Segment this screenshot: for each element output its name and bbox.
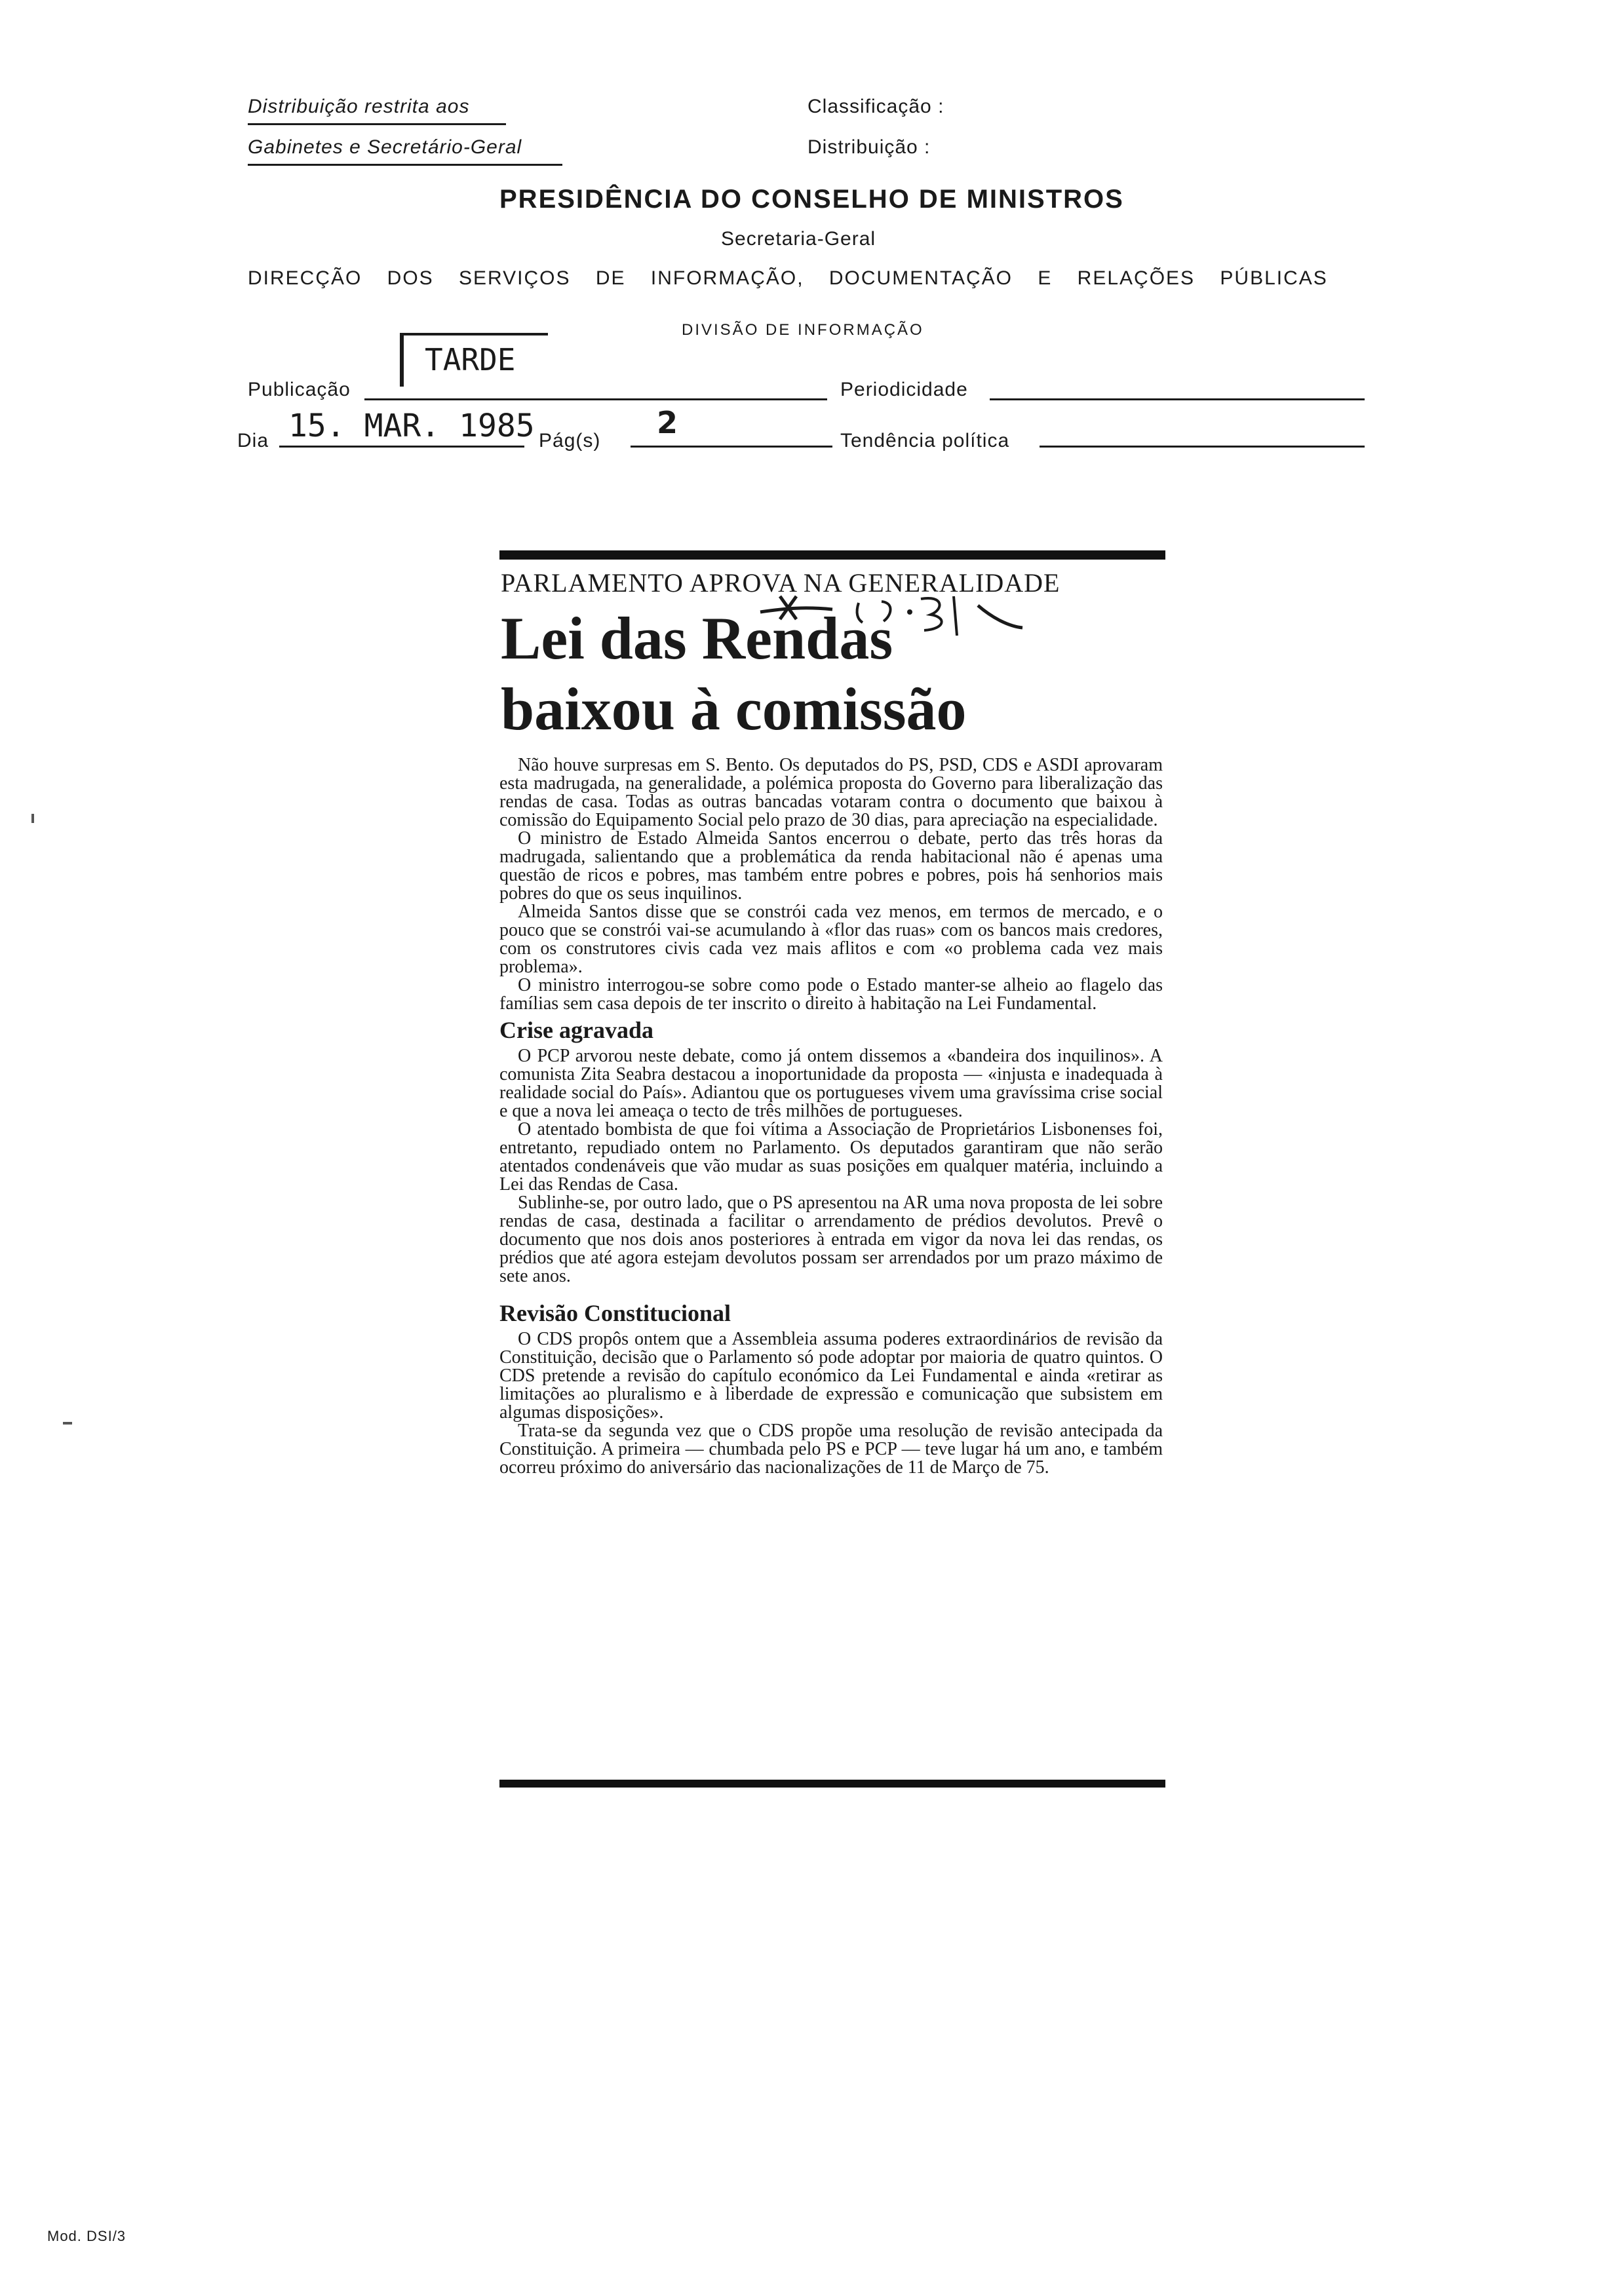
page-subtitle: Secretaria-Geral [721, 228, 876, 250]
underline-2 [248, 164, 562, 166]
article-paragraph: Almeida Santos disse que se constrói cada vez menos, em termos de mercado, e o pouco que se constrói vai-se acumulando à «flor das ruas» com os bancos mais credores, com os construtores civis cada vez mais aflitos e com «o problema cada vez mais problema». [499, 902, 1163, 977]
article-kicker: PARLAMENTO APROVA NA GENERALIDADE [501, 568, 1060, 598]
article-body [499, 756, 1163, 1755]
article-paragraph: O atentado bombista de que foi vítima a Associação de Proprietários Lisbonenses foi, entretanto, repudiado ontem no Parlamento. Os deputados garantiram que não serão atentados condenáveis que vão mudar as suas posições em qualquer matéria, incluindo a Lei das Rendas de Casa. [499, 1119, 1163, 1195]
publication-label: Publicação [248, 379, 351, 400]
article-paragraph: O CDS propôs ontem que a Assembleia assuma poderes extraordinários de revisão da Constituição, decisão que o Parlamento só pode adoptar por maioria de quatro quintos. O CDS pretende a revisão do capítulo económico da Lei Fundamental e ainda «retirar as limitações ao pluralismo e à liberdade de expressão e comunicação que subsistem em algumas disposições». [499, 1329, 1163, 1423]
political-tendency-line [1040, 446, 1365, 448]
restricted-distribution-line1: Distribuição restrita aos [248, 96, 470, 117]
day-value: 15. MAR. 1985 [288, 408, 535, 444]
page-title: PRESIDÊNCIA DO CONSELHO DE MINISTROS [499, 185, 1124, 214]
article-paragraph: Não houve surpresas em S. Bento. Os deputados do PS, PSD, CDS e ASDI aprovaram esta madrugada, na generalidade, a polémica proposta do Governo para liberalização das rendas de casa. Todas as outras bancadas votaram contra o documento que baixou à comissão do Equipamento Social pelo prazo de 30 dias, para apreciação na especialidade. [499, 756, 1163, 830]
article-paragraph: O PCP arvorou neste debate, como já ontem dissemos a «bandeira dos inquilinos». A comunista Zita Seabra destacou a inoportunidade da proposta — «injusta e inadequada à realidade social do País». Adiantou que os portugueses vivem uma gravíssima crise social e que a nova lei ameaça o tecto de três milhões de portugueses. [499, 1046, 1163, 1121]
restricted-distribution-line2: Gabinetes e Secretário-Geral [248, 136, 522, 158]
underline-1 [248, 123, 506, 125]
publication-stamp: TARDE [425, 342, 516, 377]
scan-mark [31, 814, 34, 823]
division-heading: DIVISÃO DE INFORMAÇÃO [682, 321, 924, 339]
classification-label: Classificação : [808, 96, 944, 117]
pages-line [631, 446, 832, 448]
periodicity-line [990, 398, 1365, 400]
distribution-label: Distribuição : [808, 136, 931, 158]
department-heading: DIRECÇÃO DOS SERVIÇOS DE INFORMAÇÃO, DOCUMENTAÇÃO E RELAÇÕES PÚBLICAS [248, 267, 1328, 289]
article-subhead-revision: Revisão Constitucional [499, 1300, 731, 1326]
form-code: Mod. DSI/3 [47, 2228, 126, 2244]
publication-line [364, 398, 827, 400]
article-top-bar [499, 550, 1165, 560]
article-paragraph: Sublinhe-se, por outro lado, que o PS apresentou na AR uma nova proposta de lei sobre rendas de casa, destinada a facilitar o arrendamento de prédios devolutos. Prevê o documento que nos dois anos posteriores à entrada em vigor da nova lei das rendas, os prédios que até agora estejam devolutos possam ser arrendados por um prazo máximo de sete anos. [499, 1193, 1163, 1286]
article-headline-line1: Lei das Rendas [501, 605, 893, 672]
pages-label: Pág(s) [539, 430, 601, 451]
article-headline-line2: baixou à comissão [501, 676, 967, 742]
article-paragraph: Trata-se da segunda vez que o CDS propõe uma resolução de revisão antecipada da Constituição. A primeira — chumbada pelo PS e PCP — teve lugar há um ano, e também ocorreu próximo do aniversário das nacionalizações de 11 de Março de 75. [499, 1421, 1163, 1478]
handwritten-annotation-mark [734, 583, 1062, 642]
article-bottom-bar [499, 1780, 1165, 1788]
scan-mark [63, 1422, 72, 1425]
periodicity-label: Periodicidade [840, 379, 968, 400]
article-paragraph: O ministro de Estado Almeida Santos encerrou o debate, perto das três horas da madrugada, salientando que a problemática da renda habitacional não é apenas uma questão de ricos e pobres, mas também entre pobres e pobres, pois há senhorios mais pobres do que os seus inquilinos. [499, 828, 1163, 904]
article-subhead-crisis: Crise agravada [499, 1017, 653, 1043]
pages-value: 2 [657, 405, 678, 440]
day-label: Dia [237, 430, 269, 451]
article-paragraph: O ministro interrogou-se sobre como pode o Estado manter-se alheio ao flagelo das famílias sem casa depois de ter inscrito o direito à habitação na Lei Fundamental. [499, 975, 1163, 1014]
political-tendency-label: Tendência política [840, 430, 1010, 451]
day-line [279, 446, 524, 448]
